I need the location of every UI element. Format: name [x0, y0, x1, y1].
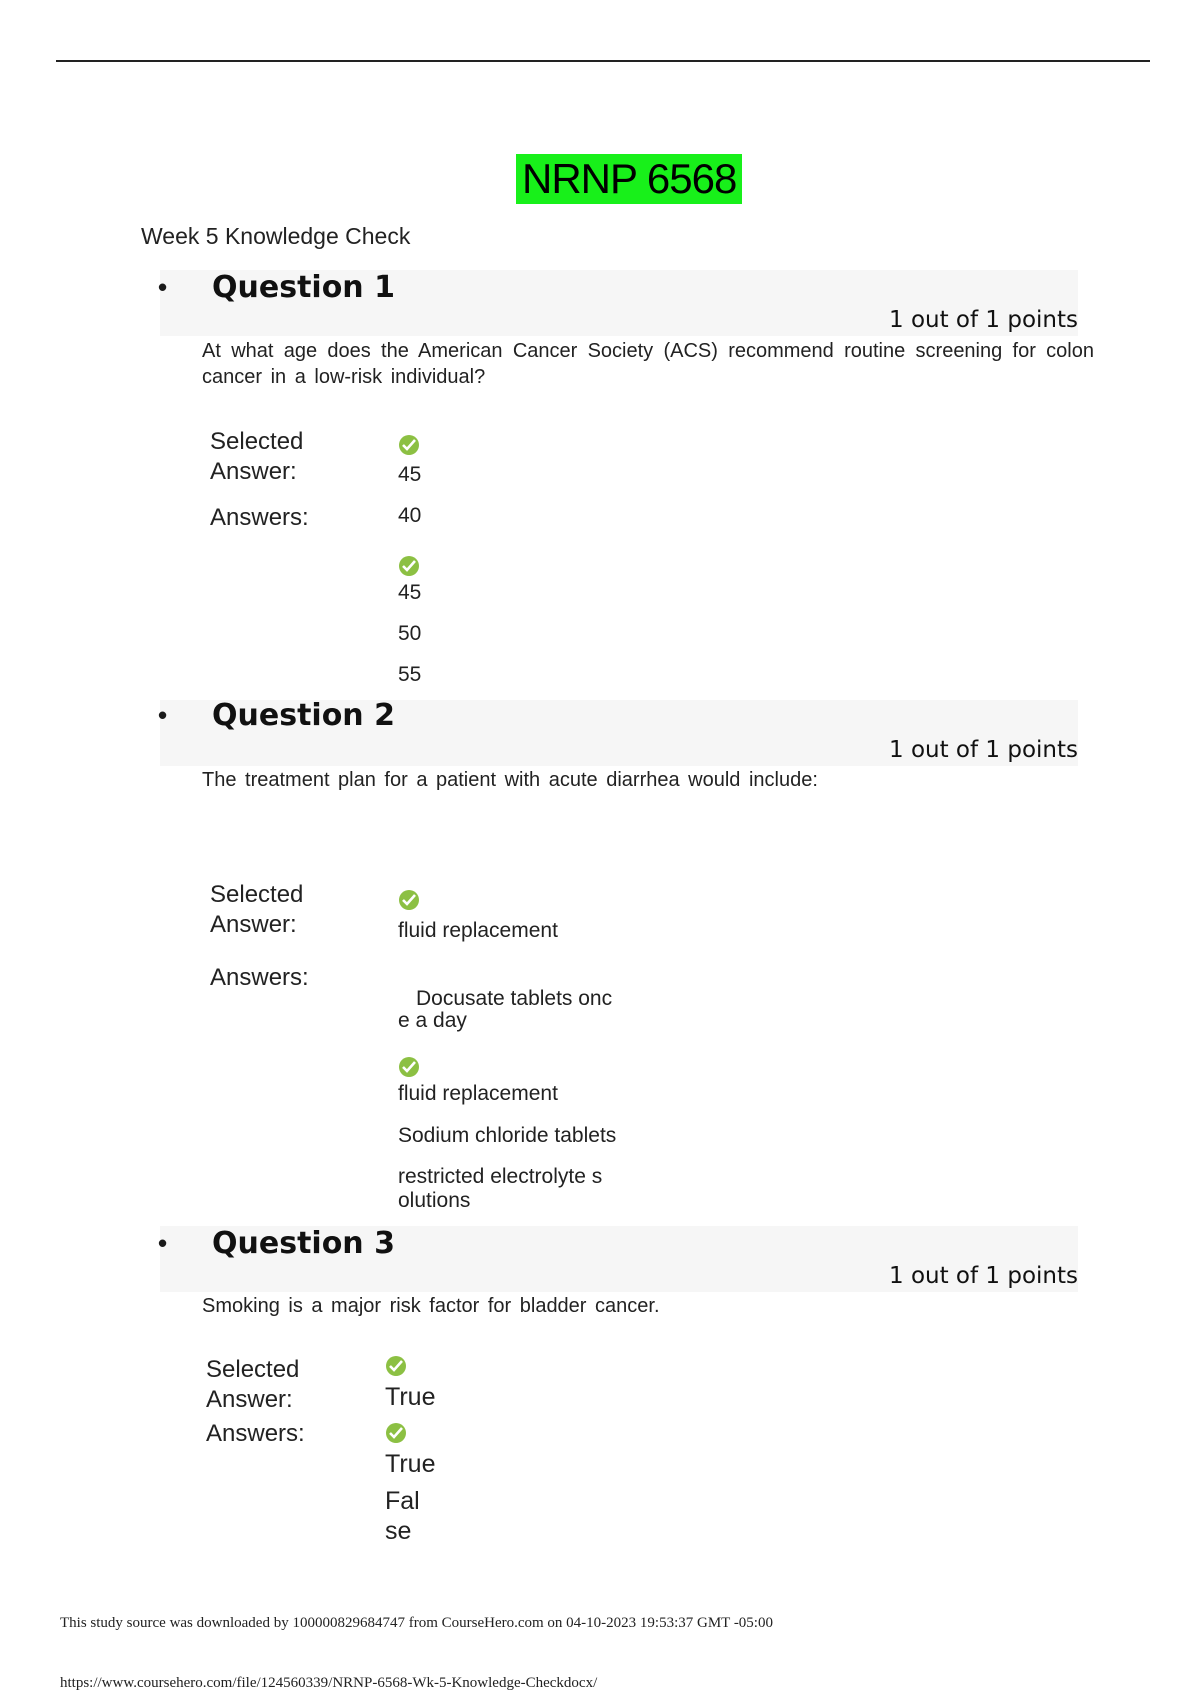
correct-check-icon	[399, 1057, 419, 1077]
top-rule	[56, 60, 1150, 62]
question-1-text: At what age does the American Cancer Society (ACS) recommend routine screening for colon cancer in a low-risk individual?	[202, 340, 1094, 388]
question-2-selected-answer: fluid replacement	[398, 919, 558, 942]
question-3-bullet: •	[158, 1228, 168, 1258]
source-url[interactable]: https://www.coursehero.com/file/124560339/NRNP-6568-Wk-5-Knowledge-Checkdocx/	[60, 1675, 598, 1691]
question-3-text: Smoking is a major risk factor for bladder cancer.	[202, 1295, 660, 1317]
question-2-answer-option: fluid replacement	[398, 1082, 558, 1105]
correct-check-icon	[386, 1423, 406, 1443]
page-subtitle: Week 5 Knowledge Check	[141, 223, 411, 249]
answers-label: Answers:	[206, 1420, 305, 1447]
correct-check-icon	[399, 556, 419, 576]
answers-label: Answers:	[210, 504, 309, 531]
question-1-bullet: •	[158, 272, 168, 302]
question-2-text: The treatment plan for a patient with acute diarrhea would include:	[202, 769, 818, 791]
question-2-answer-option: e a day	[398, 1009, 467, 1032]
selected-answer-label: Selected Answer:	[206, 1356, 300, 1413]
question-1-answer-option: 40	[398, 504, 422, 527]
question-1-answer-option: 55	[398, 663, 422, 686]
correct-check-icon	[399, 435, 419, 455]
question-3-answer-option: Fal	[385, 1487, 420, 1515]
question-1-points: 1 out of 1 points	[889, 307, 1078, 333]
question-3-answer-option: se	[385, 1517, 412, 1545]
question-2-title: Question 2	[212, 698, 395, 733]
question-2-answer-option: olutions	[398, 1189, 471, 1212]
course-code-title: NRNP 6568	[516, 154, 742, 204]
question-3-answer-option: True	[385, 1450, 436, 1478]
question-2-points: 1 out of 1 points	[889, 737, 1078, 763]
question-3-selected-answer: True	[385, 1383, 436, 1411]
answers-label: Answers:	[210, 964, 309, 991]
question-3-points: 1 out of 1 points	[889, 1263, 1078, 1289]
question-3-title: Question 3	[212, 1226, 395, 1261]
question-2-bullet: •	[158, 700, 168, 730]
download-notice: This study source was downloaded by 100000829684747 from CourseHero.com on 04-10-2023 19:53:37 GMT -05:00	[60, 1615, 773, 1631]
question-1-answer-option: 50	[398, 622, 422, 645]
question-2-answer-option: Sodium chloride tablets	[398, 1124, 617, 1147]
question-1-answer-option: 45	[398, 581, 422, 604]
question-1-title: Question 1	[212, 270, 395, 305]
correct-check-icon	[386, 1356, 406, 1376]
selected-answer-label: Selected Answer:	[210, 428, 304, 485]
question-2-answer-option: restricted electrolyte s	[398, 1165, 603, 1188]
question-1-selected-answer: 45	[398, 463, 422, 486]
correct-check-icon	[399, 890, 419, 910]
question-2-answer-option: Docusate tablets onc	[416, 987, 613, 1010]
selected-answer-label: Selected Answer:	[210, 881, 304, 938]
